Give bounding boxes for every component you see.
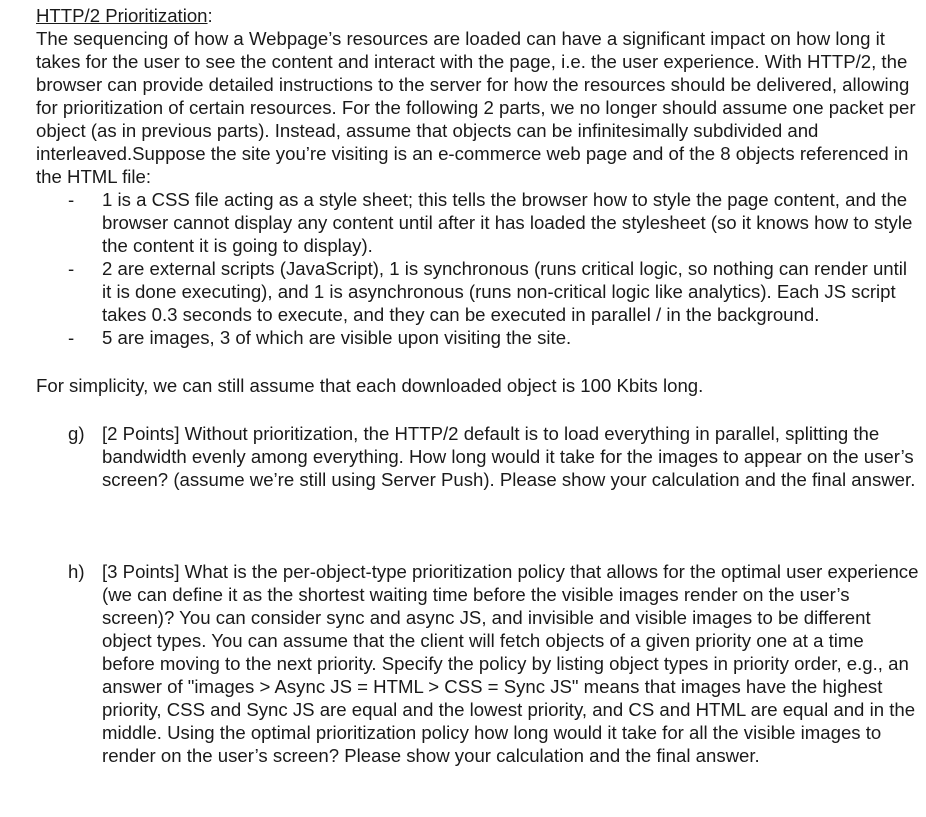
question-text: [3 Points] What is the per-object-type prioritization policy that allows for the optimal user experience (we can define it as the shortest waiting time before the visible images render on the user’s screen)? You can consider sync and async JS, and invisible and visible images to be different object types. You can assume that the client will fetch objects of a given priority one at a time before moving to the next priority. Specify the policy by listing object types in priority order, e.g., an answer of "images > Async JS = HTML > CSS = Sync JS" means that images have the highest priority, CSS and Sync JS are equal and the lowest priority, and CS and HTML are equal and in the middle. Using the optimal prioritization policy how long would it take for all the visible images to render on the user’s screen? Please show your calculation and the final answer. — [102, 561, 919, 766]
list-item-text: 1 is a CSS file acting as a style sheet; this tells the browser how to style the page content, and the browser cannot display any content until after it has loaded the stylesheet (so it knows how to style the content it is going to display). — [102, 189, 913, 256]
object-list — [36, 188, 920, 349]
question-text: [2 Points] Without prioritization, the HTTP/2 default is to load everything in parallel, splitting the bandwidth evenly among everything. How long would it take for the images to appear on the user’s screen? (assume we’re still using Server Push). Please show your calculation and the final answer. — [102, 423, 916, 490]
section-title: HTTP/2 Prioritization — [36, 5, 208, 26]
bullet-marker: - — [68, 258, 75, 279]
list-item-text: 5 are images, 3 of which are visible upon visiting the site. — [102, 327, 572, 348]
question-h — [36, 560, 920, 767]
intro-paragraph: The sequencing of how a Webpage’s resources are loaded can have a significant impact on how long it takes for the user to see the content and interact with the page, i.e. the user experience. With HTTP/2, the browser can provide detailed instructions to the server for how the resources should be delivered, allowing for prioritization of certain resources. For the following 2 parts, we no longer should assume one packet per object (as in previous parts). Instead, assume that objects can be infinitesimally subdivided and interleaved.Suppose the site you’re visiting is an e-commerce web page and of the 8 objects referenced in the HTML file: — [36, 28, 916, 187]
closing-paragraph: For simplicity, we can still assume that each downloaded object is 100 Kbits long. — [36, 375, 704, 396]
question-g — [36, 422, 920, 491]
list-item — [36, 326, 920, 349]
bullet-marker: - — [68, 327, 75, 348]
question-label: g) — [68, 423, 85, 444]
section-title-colon: : — [207, 5, 213, 26]
section-heading — [36, 4, 213, 27]
list-item — [36, 257, 920, 326]
list-item — [36, 188, 920, 257]
list-item-text: 2 are external scripts (JavaScript), 1 is synchronous (runs critical logic, so nothing can render until it is done executing), and 1 is asynchronous (runs non-critical logic like analytics). Each JS script takes 0.3 seconds to execute, and they can be executed in parallel / in the background. — [102, 258, 908, 325]
bullet-marker: - — [68, 189, 75, 210]
question-label: h) — [68, 561, 85, 582]
